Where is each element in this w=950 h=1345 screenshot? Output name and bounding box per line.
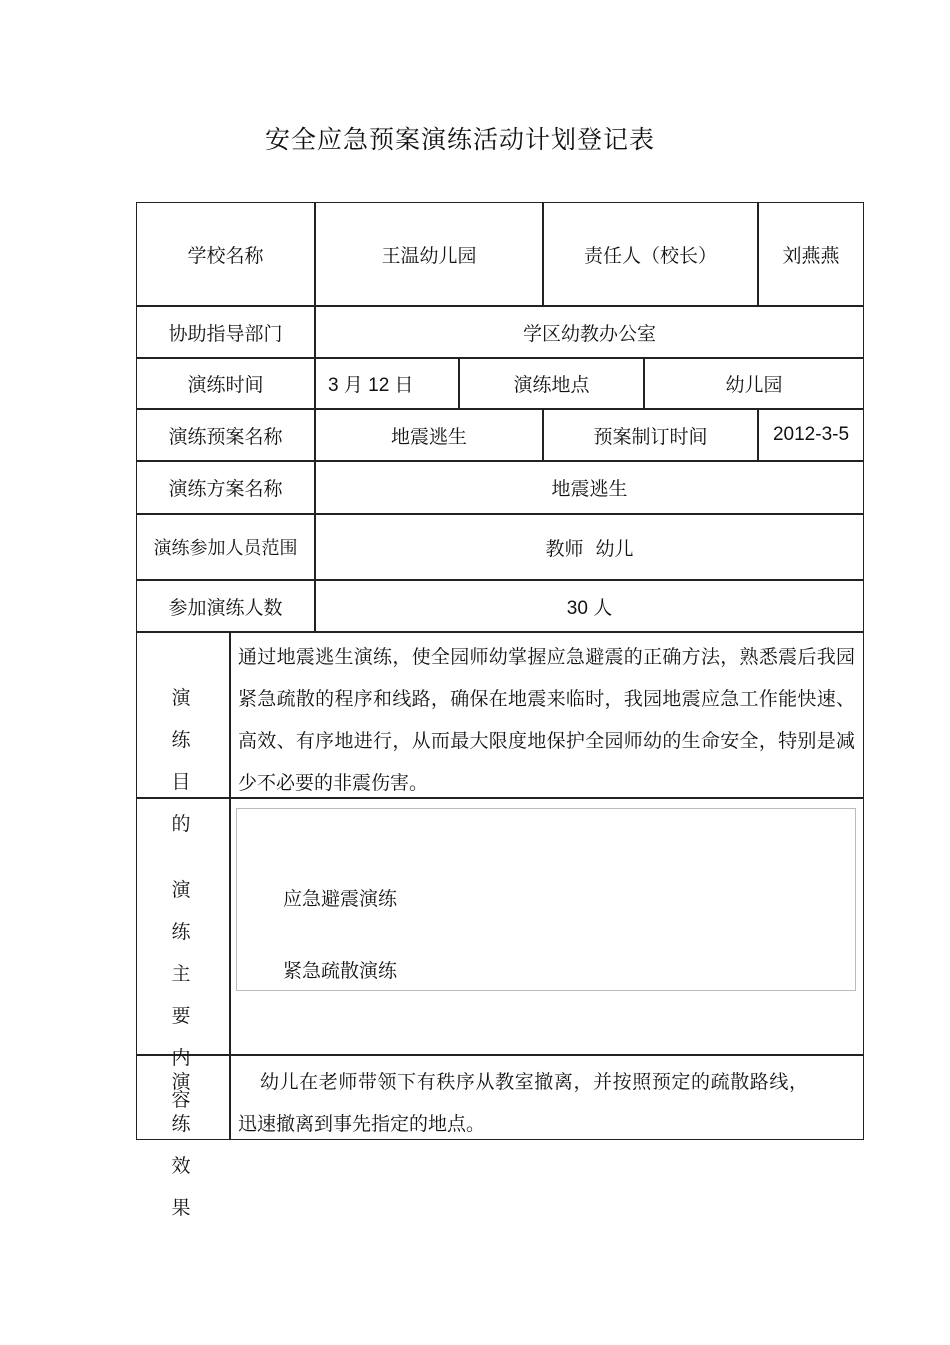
drill-effect-text: 幼儿在老师带领下有秩序从教室撤离，并按照预定的疏散路线，迅速撤离到事先指定的地点。 <box>238 1071 808 1135</box>
participant-scope-value: 教师 幼儿 <box>545 537 634 560</box>
drill-place-value: 幼儿园 <box>725 374 783 396</box>
participant-count-label: 参加演练人数 <box>168 596 283 619</box>
row-divider <box>136 1054 864 1056</box>
plan-name-label: 演练预案名称 <box>168 425 283 448</box>
content-item: 应急避震演练 <box>283 888 398 910</box>
drill-time-value: 3 月 12 日 <box>328 375 414 396</box>
drill-purpose-text: 通过地震逃生演练，使全园师幼掌握应急避震的正确方法，熟悉震后我园紧急疏散的程序和线路，确保在地震来临时，我园地震应急工作能快速、高效、有序地进行，从而最大限度地保护全园师幼的生命安全，特别是减少不必要的非震伤害。 <box>238 646 855 794</box>
column-divider <box>229 631 231 1140</box>
assist-dept-value: 学区幼教办公室 <box>522 322 656 345</box>
scheme-name-value: 地震逃生 <box>551 478 628 500</box>
plan-date-value: 2012-3-5 <box>772 424 850 445</box>
drill-content-label: 演 练 主 要 内 容 <box>171 879 205 1111</box>
content-item: 紧急疏散演练 <box>283 960 398 982</box>
participant-count-value: 30 人 <box>566 597 613 619</box>
drill-purpose-label: 演 练 目 的 <box>171 687 205 835</box>
drill-time-label: 演练时间 <box>187 374 264 396</box>
school-name-value: 王温幼儿园 <box>381 244 477 267</box>
scheme-name-label: 演练方案名称 <box>168 478 283 500</box>
participant-scope-label: 演练参加人员范围 <box>153 538 298 559</box>
plan-name-value: 地震逃生 <box>390 425 467 448</box>
school-name-label: 学校名称 <box>187 244 264 267</box>
row-divider <box>136 631 864 633</box>
plan-date-label: 预案制订时间 <box>593 425 708 448</box>
responsible-person-value: 刘燕燕 <box>782 244 840 267</box>
drill-effect-label: 演 练 效 果 <box>171 1071 205 1219</box>
drill-place-label: 演练地点 <box>513 374 590 396</box>
assist-dept-label: 协助指导部门 <box>168 322 283 345</box>
responsible-person-label: 责任人（校长） <box>583 244 717 267</box>
page-title: 安全应急预案演练活动计划登记表 <box>264 125 655 154</box>
